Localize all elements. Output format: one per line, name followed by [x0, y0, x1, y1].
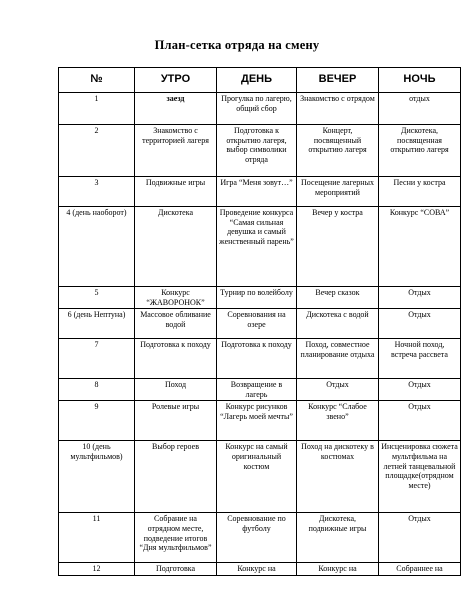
cell-morning: Конкурс “ЖАВОРОНОК”: [135, 287, 217, 309]
cell-morning: Знакомство с территорией лагеря: [135, 125, 217, 177]
cell-num: 11: [59, 513, 135, 563]
cell-night: Отдых: [379, 401, 461, 441]
cell-evening: Поход, совместное планирование отдыха: [297, 339, 379, 379]
cell-evening: Поход на дискотеку в костюмах: [297, 441, 379, 513]
table-row: [59, 177, 461, 207]
cell-day: Проведение конкурса “Самая сильная девушка и самый женственный парень”: [217, 207, 297, 287]
column-header-day: ДЕНЬ: [217, 68, 297, 93]
cell-day: Подготовка к открытию лагеря, выбор символики отряда: [217, 125, 297, 177]
column-header-num: №: [59, 68, 135, 93]
cell-evening: Концерт, посвященный открытию лагеря: [297, 125, 379, 177]
cell-num: 7: [59, 339, 135, 379]
column-header-night: НОЧЬ: [379, 68, 461, 93]
cell-day: Конкурс рисунков “Лагерь моей мечты”: [217, 401, 297, 441]
cell-num: 8: [59, 379, 135, 401]
cell-evening: Дискотека, подвижные игры: [297, 513, 379, 563]
table-row: [59, 339, 461, 379]
cell-morning: Подготовка к походу: [135, 339, 217, 379]
cell-num: 2: [59, 125, 135, 177]
cell-num: 1: [59, 93, 135, 125]
cell-evening: Вечер у костра: [297, 207, 379, 287]
cell-morning: Ролевые игры: [135, 401, 217, 441]
table-row: [59, 287, 461, 309]
table-row: [59, 93, 461, 125]
cell-evening: Конкурс “Слабое звено”: [297, 401, 379, 441]
cell-morning: Массовое обливание водой: [135, 309, 217, 339]
table-row: [59, 309, 461, 339]
cell-day: Турнир по волейболу: [217, 287, 297, 309]
cell-day: Игра “Меня зовут…”: [217, 177, 297, 207]
cell-night: Конкурс “СОВА”: [379, 207, 461, 287]
cell-num: 10 (день мультфильмов): [59, 441, 135, 513]
cell-night: Инсценировка сюжета мультфильма на летней танцевальной площадке(отрядном месте): [379, 441, 461, 513]
table-row: [59, 207, 461, 287]
cell-day: Прогулка по лагерю, общий сбор: [217, 93, 297, 125]
table-row: [59, 379, 461, 401]
table-row: [59, 563, 461, 576]
cell-num: 5: [59, 287, 135, 309]
cell-num: 12: [59, 563, 135, 576]
cell-night: Отдых: [379, 309, 461, 339]
column-header-evening: ВЕЧЕР: [297, 68, 379, 93]
cell-night: Собраннее на: [379, 563, 461, 576]
cell-night: Дискотека, посвященная открытию лагеря: [379, 125, 461, 177]
cell-day: Подготовка к походу: [217, 339, 297, 379]
cell-num: 9: [59, 401, 135, 441]
cell-night: Отдых: [379, 379, 461, 401]
cell-evening: Посещение лагерных мероприятий: [297, 177, 379, 207]
cell-num: 6 (день Нептуна): [59, 309, 135, 339]
cell-morning: Дискотека: [135, 207, 217, 287]
column-header-morning: УТРО: [135, 68, 217, 93]
cell-evening: Дискотека с водой: [297, 309, 379, 339]
cell-day: Возвращение в лагерь: [217, 379, 297, 401]
cell-evening: Знакомство с отрядом: [297, 93, 379, 125]
cell-day: Конкурс на: [217, 563, 297, 576]
cell-morning: заезд: [135, 93, 217, 125]
table-header-row: [59, 68, 461, 93]
cell-evening: Вечер сказок: [297, 287, 379, 309]
cell-evening: Конкурс на: [297, 563, 379, 576]
cell-day: Конкурс на самый оригинальный костюм: [217, 441, 297, 513]
cell-evening: Отдых: [297, 379, 379, 401]
cell-morning: Подвижные игры: [135, 177, 217, 207]
table-row: [59, 441, 461, 513]
cell-night: Ночной поход, встреча рассвета: [379, 339, 461, 379]
cell-night: Отдых: [379, 287, 461, 309]
table-row: [59, 125, 461, 177]
schedule-table: [58, 67, 461, 576]
cell-day: Соревнование по футболу: [217, 513, 297, 563]
cell-night: отдых: [379, 93, 461, 125]
cell-morning: Собрание на отрядном месте, подведение итогов “Дня мультфильмов”: [135, 513, 217, 563]
table-row: [59, 401, 461, 441]
cell-morning: Подготовка: [135, 563, 217, 576]
cell-night: Отдых: [379, 513, 461, 563]
cell-num: 3: [59, 177, 135, 207]
cell-night: Песни у костра: [379, 177, 461, 207]
page-title: План-сетка отряда на смену: [154, 38, 320, 52]
cell-morning: Выбор героев: [135, 441, 217, 513]
cell-morning: Поход: [135, 379, 217, 401]
cell-num: 4 (день наоборот): [59, 207, 135, 287]
table-row: [59, 513, 461, 563]
cell-day: Соревнования на озере: [217, 309, 297, 339]
